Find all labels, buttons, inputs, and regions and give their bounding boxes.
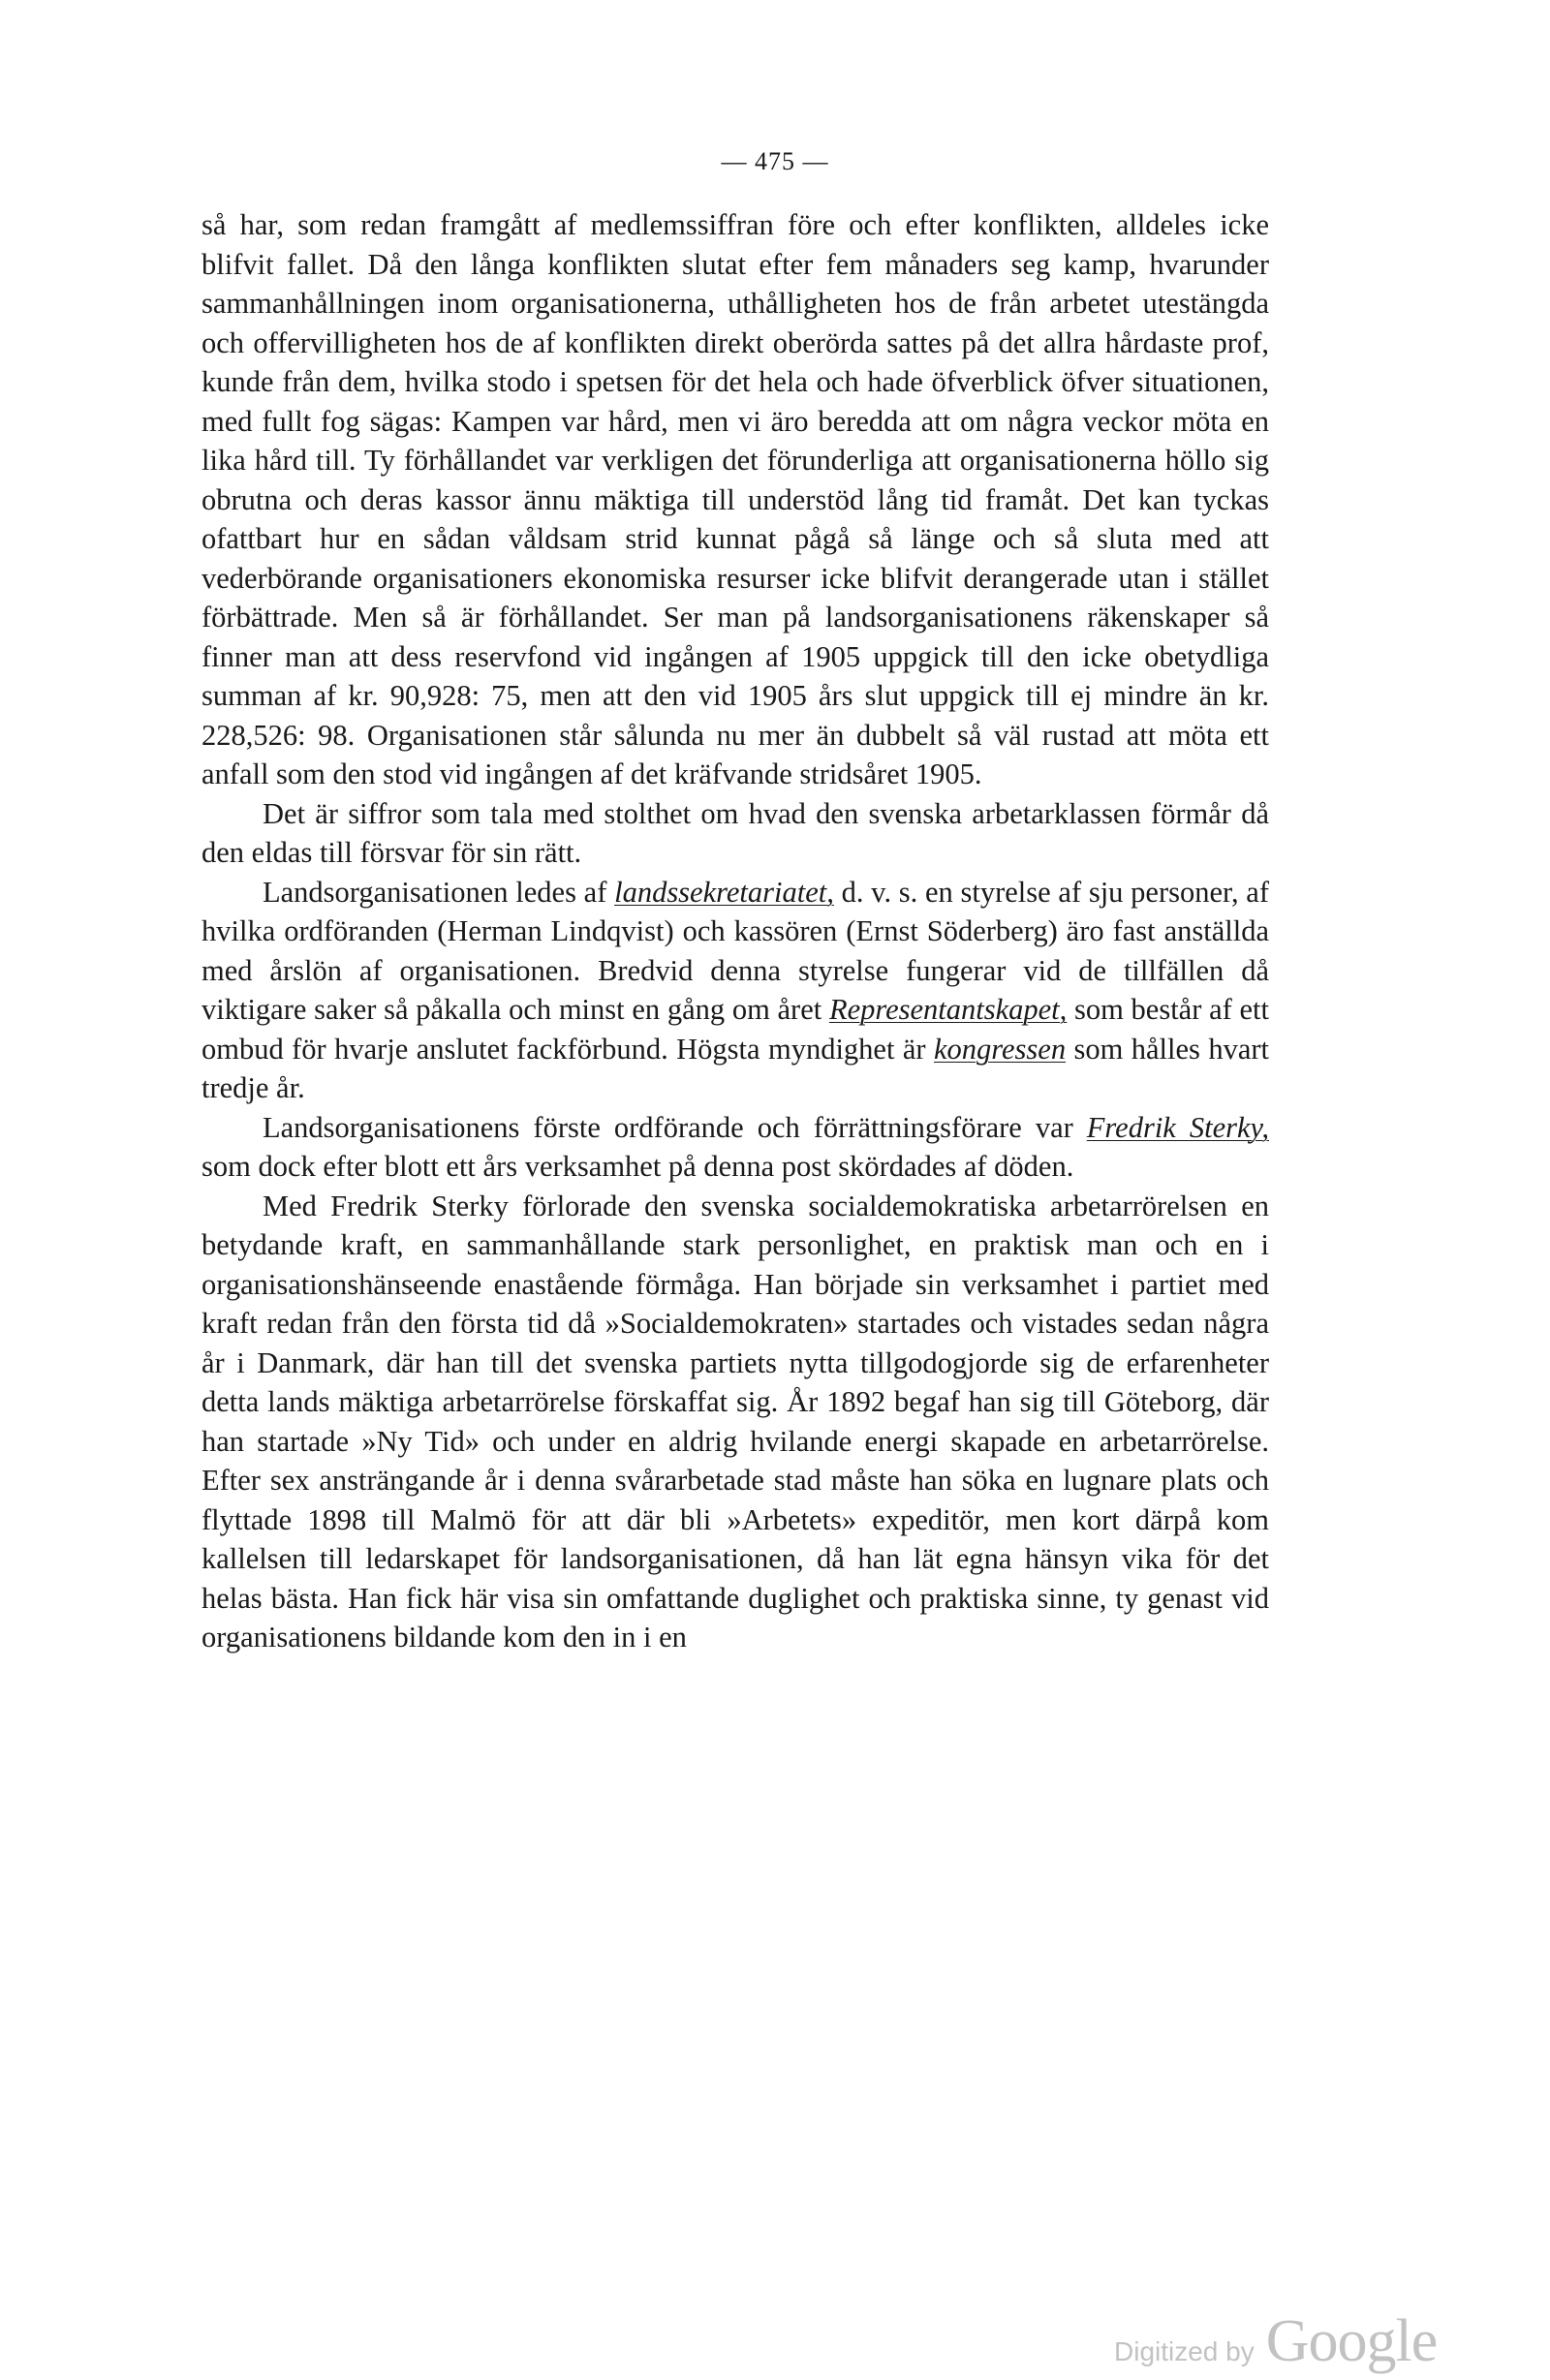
text-run: som hålles hvart tredje år.	[202, 1032, 1270, 1104]
text-run: så har, som redan framgått af medlemssiffran före och efter konflikten, alldeles icke blifvit fallet. Då den långa konflikten slutat efter fem månaders seg kamp, hvarunder sammanhållningen inom organisationerna, uthålligheten hos de från arbetet utestängda och offervilligheten hos de af konflikten direkt oberörda sattes på det allra hårdaste prof, kunde från dem, hvilka stodo i spetsen för det hela och hade öfverblick öfver situationen, med fullt fog sägas: Kampen var hård, men vi äro beredda att om några veckor möta en lika hård till. Ty förhållandet var verkligen det förunderliga att organisationerna höllo sig obrutna och deras kassor ännu mäktiga till understöd lång tid framåt. Det kan tyckas ofattbart hur en sådan våldsam strid kunnat pågå så länge och så sluta med att vederbörande organisationers ekonomiska resurser icke blifvit derangerade utan i stället förbättrade. Men så är förhållandet. Ser man på landsorganisationens räkenskaper så finner man att dess reservfond vid ingången af 1905 uppgick till den icke obetydliga summan af kr. 90,928: 75, men att den vid 1905 års slut uppgick till ej mindre än kr. 228,526: 98. Organisationen står sålunda nu mer än dubbelt så väl rustad att möta ett anfall som den stod vid ingången af det kräfvande stridsåret 1905.	[202, 208, 1269, 790]
text-run: d. v. s. en styrelse af sju personer, af hvilka ordföranden (Herman Lindqvist) och kassören (Ernst Söderberg) äro fast anställda med årslön af organisationen. Bredvid denna styrelse fungerar vid de tillfällen då viktigare saker så påkalla och minst en gång om året	[202, 875, 1269, 1026]
paragraph	[202, 794, 1269, 873]
google-logo: Google	[1265, 2308, 1438, 2374]
paragraph	[202, 1108, 1269, 1187]
italic-term: Fredrik Sterky,	[1086, 1110, 1269, 1144]
watermark-caption: Digitized by	[1114, 2336, 1255, 2366]
text-run: Med Fredrik Sterky förlorade den svenska socialdemokratiska arbetarrörelsen en betydande kraft, en sammanhållande stark personlighet, en praktisk man och en i organisationshänseende enastående förmåga. Han började sin verksamhet i partiet med kraft redan från den första tid då »Socialdemokraten» startades och vistades sedan några år i Danmark, där han till det svenska partiets nytta tillgodogjorde sig de erfarenheter detta lands mäktiga arbetarrörelse förskaffat sig. År 1892 begaf han sig till Göteborg, där han startade »Ny Tid» och under en aldrig hvilande energi skapade en arbetarrörelse. Efter sex ansträngande år i denna svårarbetade stad måste han söka en lugnare plats och flyttade 1898 till Malmö för att där bli »Arbetets» expeditör, men kort därpå kom kallelsen till ledarskapet för landsorganisationen, då han lät egna hänsyn vika för det helas bästa. Han fick här visa sin omfattande duglighet och praktiska sinne, ty genast vid organisationens bildande kom den in i en	[202, 1189, 1269, 1654]
italic-term: landssekretariatet,	[614, 875, 834, 909]
paragraph	[202, 1187, 1269, 1657]
paragraph	[202, 205, 1269, 794]
page-number: — 475 —	[721, 147, 829, 175]
text-run: Det är siffror som tala med stolthet om hvad den svenska arbetarklassen förmår då den eldas till försvar för sin rätt.	[202, 796, 1269, 869]
text-run: som består af ett ombud för hvarje anslutet fackförbund. Högsta myndighet är	[202, 993, 1269, 1066]
paragraph	[202, 873, 1269, 1108]
body-text	[202, 205, 1269, 1657]
text-run: som dock efter blott ett års verksamhet på denna post skördades af döden.	[202, 1150, 1074, 1183]
italic-term: kongressen	[933, 1032, 1067, 1066]
digitized-by-google-watermark	[1114, 2307, 1437, 2376]
italic-term: Representantskapet,	[828, 993, 1068, 1026]
text-run: Landsorganisationens förste ordförande och förrättningsförare var	[263, 1110, 1087, 1144]
text-run: Landsorganisationen ledes af	[263, 875, 615, 909]
